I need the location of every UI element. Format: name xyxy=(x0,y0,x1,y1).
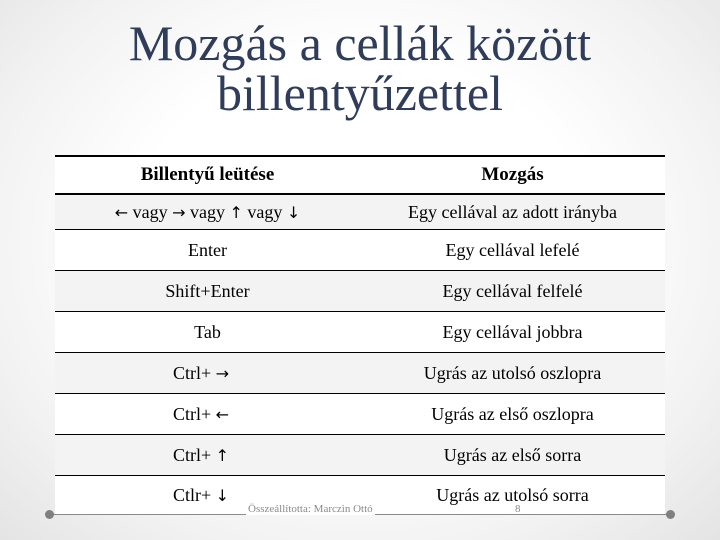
key-cell: Shift+Enter xyxy=(55,271,360,312)
table-row xyxy=(55,230,665,271)
key-cell-arrows xyxy=(55,194,360,230)
footer-dot-left-icon xyxy=(45,510,54,519)
arrow-down-icon: ↓ xyxy=(215,485,230,505)
key-cell-ctrl-right xyxy=(55,353,360,394)
shortcut-table xyxy=(55,155,665,514)
slide-title-line-2: billentyűzettel xyxy=(216,65,503,121)
ctlr-plus-text: Ctlr+ xyxy=(173,484,212,505)
table-row xyxy=(55,435,665,476)
key-cell: Tab xyxy=(55,312,360,353)
ctrl-plus-text: Ctrl+ xyxy=(173,362,212,383)
page-number: 8 xyxy=(515,503,521,515)
arrow-right-icon: → xyxy=(172,202,186,222)
action-cell: Egy cellával lefelé xyxy=(360,230,665,271)
key-cell-ctrl-left xyxy=(55,394,360,435)
action-cell: Ugrás az első oszlopra xyxy=(360,394,665,435)
table-row xyxy=(55,194,665,230)
arrow-left-icon: ← xyxy=(114,202,129,222)
column-header-action: Mozgás xyxy=(360,156,665,194)
table-row xyxy=(55,312,665,353)
action-cell: Egy cellával felfelé xyxy=(360,271,665,312)
vagy-text: vagy xyxy=(190,201,225,222)
footer-author: Összeállította: Marczin Ottó xyxy=(248,503,373,515)
arrow-up-icon: ↑ xyxy=(229,202,243,222)
action-cell: Ugrás az első sorra xyxy=(360,435,665,476)
arrow-right-icon: → xyxy=(215,363,230,383)
table-header-row xyxy=(55,156,665,194)
vagy-text: vagy xyxy=(132,201,168,222)
vagy-text: vagy xyxy=(247,201,283,222)
footer-dot-right-icon xyxy=(666,510,675,519)
action-cell: Egy cellával jobbra xyxy=(360,312,665,353)
table-row xyxy=(55,271,665,312)
key-cell: Enter xyxy=(55,230,360,271)
ctrl-plus-text: Ctrl+ xyxy=(173,403,212,424)
action-cell: Ugrás az utolsó oszlopra xyxy=(360,353,665,394)
slide-title xyxy=(0,15,720,121)
table-row xyxy=(55,353,665,394)
ctrl-plus-text: Ctrl+ xyxy=(173,444,212,465)
arrow-left-icon: ← xyxy=(215,404,230,424)
table-row xyxy=(55,394,665,435)
action-cell: Ugrás az utolsó sorra xyxy=(360,476,665,515)
slide-title-line-1: Mozgás a cellák között xyxy=(128,15,592,71)
action-cell: Egy cellával az adott irányba xyxy=(360,194,665,230)
arrow-up-icon: ↑ xyxy=(215,445,230,465)
key-cell-ctrl-up xyxy=(55,435,360,476)
column-header-key: Billentyű leütése xyxy=(55,156,360,194)
arrow-down-icon: ↓ xyxy=(286,202,301,222)
